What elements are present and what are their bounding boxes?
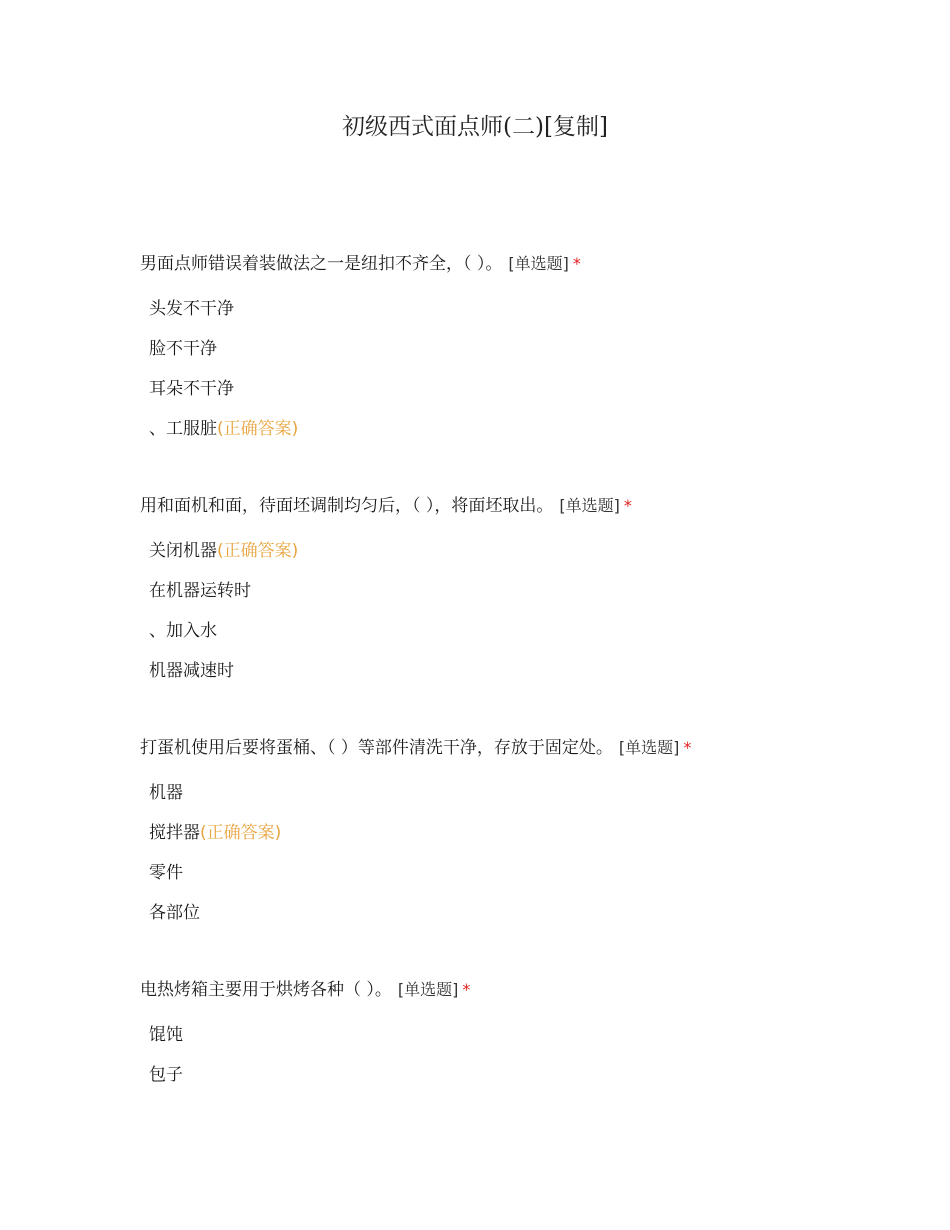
correct-answer-tag: (正确答案) xyxy=(217,541,299,561)
option-label: 头发不干净 xyxy=(149,299,234,319)
option-item[interactable] xyxy=(149,861,920,901)
option-item[interactable] xyxy=(149,1063,920,1103)
option-label: 脸不干净 xyxy=(149,339,217,359)
option-item[interactable] xyxy=(149,337,920,377)
required-mark: * xyxy=(572,254,581,273)
question-4 xyxy=(140,977,920,1103)
option-label: 搅拌器 xyxy=(149,823,200,843)
option-item[interactable] xyxy=(149,417,920,457)
option-label: 机器减速时 xyxy=(149,661,234,681)
option-item[interactable] xyxy=(149,377,920,417)
option-item[interactable] xyxy=(149,539,920,579)
option-label: 机器 xyxy=(149,783,183,803)
option-item[interactable] xyxy=(149,659,920,699)
option-label: 包子 xyxy=(149,1065,183,1085)
question-type-label: [单选题] xyxy=(397,980,459,999)
option-item[interactable] xyxy=(149,821,920,861)
question-3 xyxy=(140,735,920,941)
required-mark: * xyxy=(623,496,632,515)
option-item[interactable] xyxy=(149,619,920,659)
option-list xyxy=(140,297,920,457)
option-label: 、加入水 xyxy=(149,621,217,641)
option-item[interactable] xyxy=(149,1023,920,1063)
option-label: 馄饨 xyxy=(149,1025,183,1045)
question-text xyxy=(140,977,920,1003)
option-label: 、工服脏 xyxy=(149,419,217,439)
option-item[interactable] xyxy=(149,901,920,941)
question-text xyxy=(140,493,920,519)
option-list xyxy=(140,781,920,941)
question-1 xyxy=(140,251,920,457)
option-item[interactable] xyxy=(149,579,920,619)
question-2 xyxy=(140,493,920,699)
question-stem: 男面点师错误着装做法之一是纽扣不齐全，（ ）。 xyxy=(140,254,503,274)
correct-answer-tag: (正确答案) xyxy=(200,823,282,843)
option-label: 各部位 xyxy=(149,903,200,923)
question-text xyxy=(140,251,920,277)
option-label: 耳朵不干净 xyxy=(149,379,234,399)
option-item[interactable] xyxy=(149,781,920,821)
question-type-label: [单选题] xyxy=(618,738,680,757)
question-type-label: [单选题] xyxy=(508,254,569,273)
question-type-label: [单选题] xyxy=(559,496,620,515)
option-list xyxy=(140,1023,920,1103)
option-item[interactable] xyxy=(149,297,920,337)
option-list xyxy=(140,539,920,699)
option-label: 关闭机器 xyxy=(149,541,217,561)
question-stem: 打蛋机使用后要将蛋桶、（ ）等部件清洗干净，存放于固定处。 xyxy=(140,738,613,758)
question-stem: 电热烤箱主要用于烘烤各种（ ）。 xyxy=(140,980,392,1000)
required-mark: * xyxy=(683,738,692,757)
question-text xyxy=(140,735,920,761)
page-title: 初级西式面点师(二)[复制] xyxy=(342,114,608,140)
question-stem: 用和面机和面，待面坯调制均匀后，（ ），将面坯取出。 xyxy=(140,496,554,516)
correct-answer-tag: (正确答案) xyxy=(217,419,299,439)
option-label: 在机器运转时 xyxy=(149,581,251,601)
required-mark: * xyxy=(462,980,471,999)
option-label: 零件 xyxy=(149,863,183,883)
